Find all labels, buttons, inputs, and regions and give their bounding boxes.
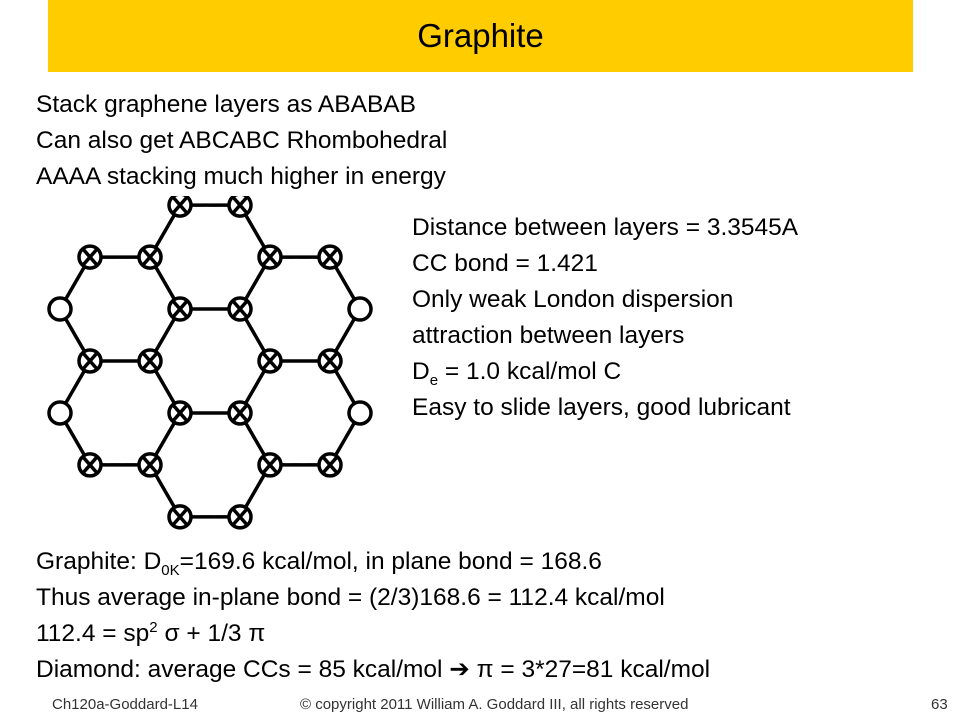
energetics-line-3 — [36, 616, 710, 652]
d0k-label: Graphite: D — [36, 548, 162, 575]
intro-line-1: Stack graphene layers as ABABAB — [36, 91, 416, 118]
sp2-label: 112.4 = sp — [36, 620, 150, 647]
london-line-1: Only weak London dispersion — [412, 286, 734, 313]
title-banner — [48, 0, 913, 72]
de-line — [412, 354, 798, 390]
d0k-subscript: 0K — [161, 561, 180, 579]
carbon-atom-a — [349, 402, 371, 424]
diamond-label: Diamond: average CCs = 85 kcal/mol — [36, 656, 450, 683]
carbon-atom-a — [49, 298, 71, 320]
d0k-value: =169.6 kcal/mol, in plane bond = 168.6 — [179, 548, 602, 575]
pi-value: π = 3*27=81 kcal/mol — [469, 656, 711, 683]
sigma-pi-text: σ + 1/3 π — [157, 620, 266, 647]
energetics-text — [36, 544, 710, 688]
footer-copyright: © copyright 2011 William A. Goddard III, all rights reserved — [300, 696, 689, 713]
layer-b-bonds — [90, 205, 330, 517]
carbon-atom-a — [49, 402, 71, 424]
london-line-2: attraction between layers — [412, 322, 685, 349]
energetics-line-1 — [36, 544, 710, 580]
page-title: Graphite — [417, 17, 544, 54]
lubricant-line: Easy to slide layers, good lubricant — [412, 394, 791, 421]
page-number: 63 — [931, 696, 948, 713]
intro-text — [36, 87, 447, 195]
layer-a-atoms — [49, 196, 371, 528]
graphite-stacking-diagram — [20, 196, 400, 532]
sp2-superscript: 2 — [149, 618, 158, 636]
de-value: = 1.0 kcal/mol C — [438, 358, 622, 385]
energetics-line-4 — [36, 652, 710, 688]
cc-bond-line: CC bond = 1.421 — [412, 250, 598, 277]
footer-course: Ch120a-Goddard-L14 — [52, 696, 198, 713]
de-subscript: e — [429, 371, 439, 389]
de-symbol: D — [412, 358, 430, 385]
right-arrow-icon: ➔ — [449, 656, 470, 683]
distance-line: Distance between layers = 3.3545A — [412, 214, 799, 241]
properties-text — [412, 210, 798, 426]
intro-line-2: Can also get ABCABC Rhombohedral — [36, 127, 448, 154]
intro-line-3: AAAA stacking much higher in energy — [36, 163, 446, 190]
carbon-atom-a — [349, 298, 371, 320]
energetics-line-2: Thus average in-plane bond = (2/3)168.6 = 112.4 kcal/mol — [36, 584, 665, 611]
